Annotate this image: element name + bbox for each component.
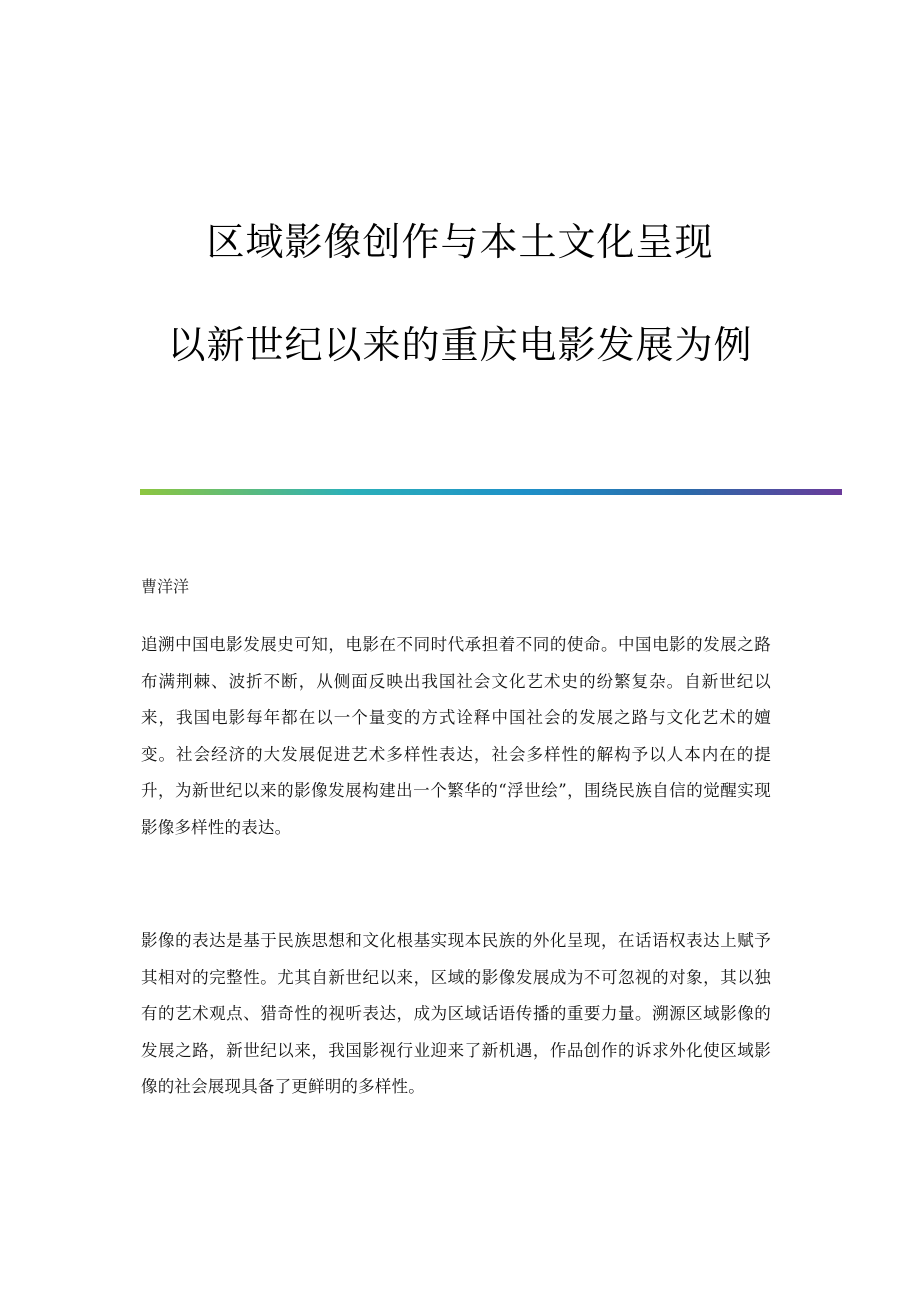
body-paragraph-2: 影像的表达是基于民族思想和文化根基实现本民族的外化呈现，在话语权表达上赋予其相对的完整性。尤其自新世纪以来，区域的影像发展成为不可忽视的对象，其以独有的艺术观点、猎奇性的视听表达，成为区域话语传播的重要力量。溯源区域影像的发展之路，新世纪以来，我国影视行业迎来了新机遇，作品创作的诉求外化使区域影像的社会展现具备了更鲜明的多样性。	[141, 931, 771, 1096]
author-name: 曹洋洋	[141, 577, 190, 596]
body-paragraph-1: 追溯中国电影发展史可知，电影在不同时代承担着不同的使命。中国电影的发展之路布满荆棘、波折不断，从侧面反映出我国社会文化艺术史的纷繁复杂。自新世纪以来，我国电影每年都在以一个量变的方式诠释中国社会的发展之路与文化艺术的嬗变。社会经济的大发展促进艺术多样性表达，社会多样性的解构予以人本内在的提升，为新世纪以来的影像发展构建出一个繁华的“浮世绘”，围绕民族自信的觉醒实现影像多样性的表达。	[141, 635, 771, 837]
gradient-divider	[140, 489, 842, 495]
document-title: 区域影像创作与本土文化呈现	[206, 220, 714, 264]
document-subtitle: 以新世纪以来的重庆电影发展为例	[167, 323, 753, 367]
